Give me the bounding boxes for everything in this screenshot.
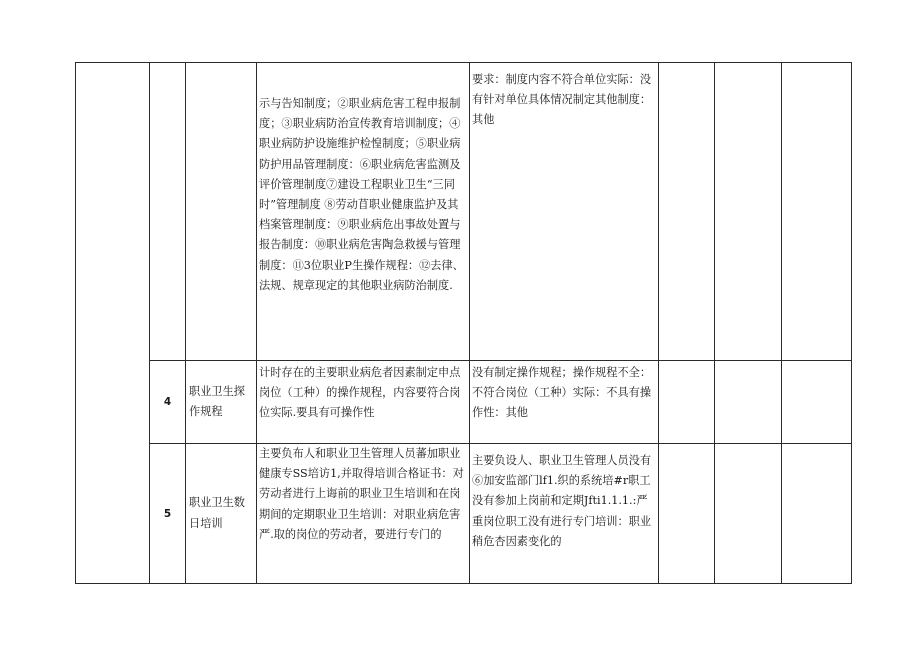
inspection-table [75,62,852,584]
item-requirement-text: 要求：制度内容不符合单位实际：没有针对单位具体情况制定其他制度：其他 [472,73,652,127]
item-number-cell: 4 [150,361,186,444]
item-requirement-cell [470,361,659,444]
table-row [76,361,852,444]
item-content-cell [257,361,470,444]
item-content-cell [257,63,470,361]
item-name-cell [186,444,257,584]
item-content-cell [257,444,470,584]
item-requirement-text: 没有制定操作规程；操作规程不全：不符合岗位（工种）实际：不具有操作性：其他 [472,366,652,420]
blank-cell [782,63,852,361]
item-content-text: 计时存在的主要职业病危者因素制定申点岗位（工种）的操作规程，内容要符合岗位实际.要具有可操作性 [259,366,461,420]
item-content-text: 主要负布人和职业卫生管理人员蕃加职业健康专SS培访1,并取得培训合格证书：对劳动者进行上诲前的职业卫生培训和在岗期间的定期职业卫生培训：对职业病危害严.取的岗位的劳动者，要进行专门的 [259,447,464,541]
item-name-text: 职业卫生数日培训 [189,496,245,530]
blank-cell [715,444,782,584]
table-row [76,63,852,361]
table-row [76,444,852,584]
blank-cell [715,361,782,444]
item-name-text: 职业卫生探作规程 [189,384,245,418]
item-requirement-cell [470,444,659,584]
blank-cell [659,361,715,444]
item-number-cell: 5 [150,444,186,584]
item-content-text: 示与告知制度；②职业病危害工程申报制度；③职业病防治宣传教育培训制度；④职业病防护设施维护检惶制度；⑤职业病防护用品管理制度：⑥职业病危害监测及评价管理制度⑦建设工程职业卫生“三同时”管理制度 ⑧劳动苜职业健康监护及其档案管理制度：⑨职业病危出事故处置与报告制度：⑩职业病危害陶急救援与管理制度：⑪3位职业P生操作规程：⑫去律、法规、规章现定的其他职业病防治制度. [259,97,464,292]
item-name-cell [186,361,257,444]
blank-cell [715,63,782,361]
category-cell [76,63,150,584]
item-requirement-cell [470,63,659,361]
blank-cell [659,63,715,361]
blank-cell [782,361,852,444]
item-number-cell [150,63,186,361]
blank-cell [782,444,852,584]
item-name-cell [186,63,257,361]
item-requirement-text: 主要负设人、职业卫生管理人员没有⑥加安监部门lf1.织的系统培#r职工没有参加上岗前和定期Jfti1.1.1.:严重岗位职工没有进行专门培训：职业稍危杏因素变化的 [472,454,652,548]
blank-cell [659,444,715,584]
